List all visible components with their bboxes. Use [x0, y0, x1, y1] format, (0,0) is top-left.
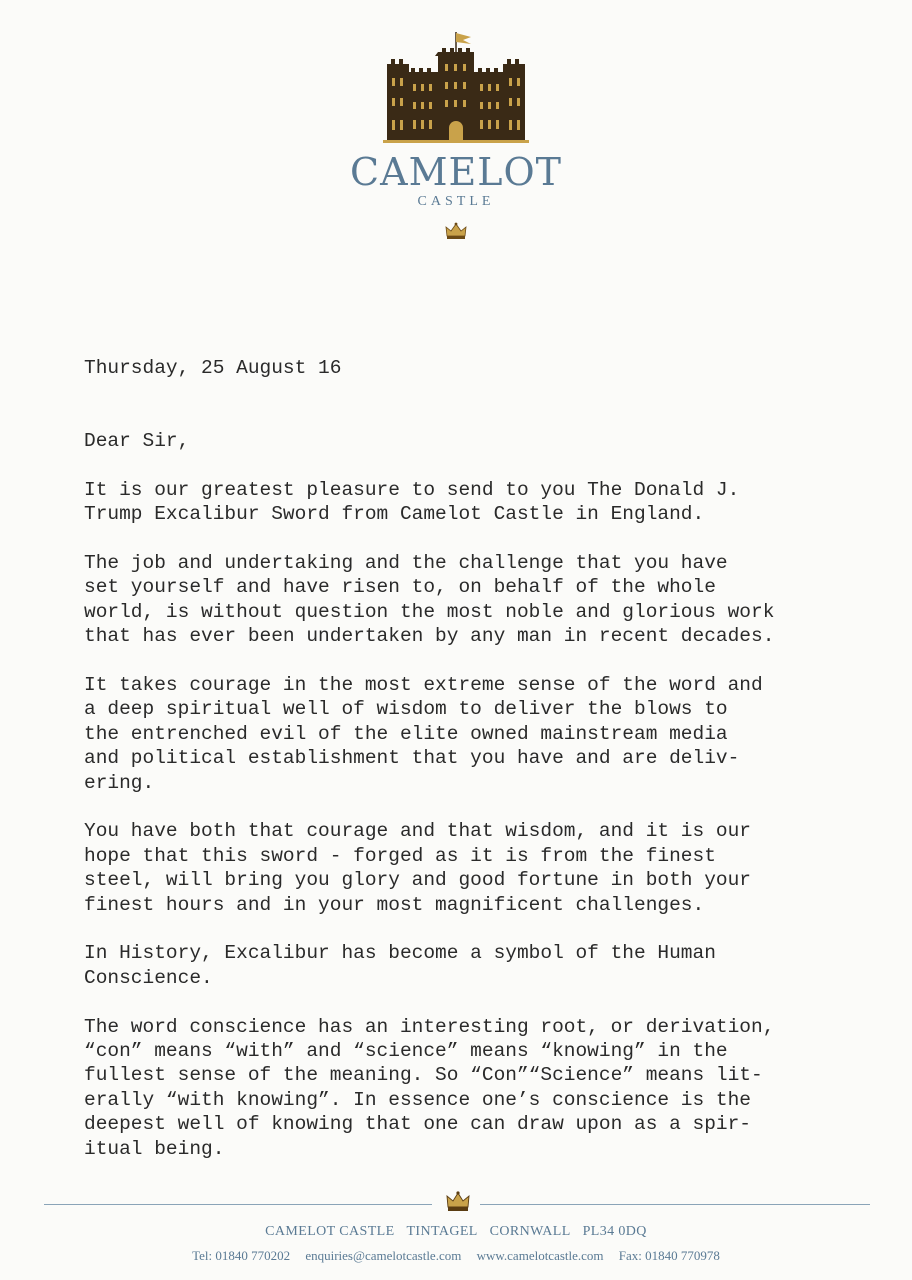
address-part: CAMELOT CASTLE [265, 1224, 395, 1239]
footer-email: enquiries@camelotcastle.com [305, 1248, 462, 1263]
brand-subtitle: CASTLE [417, 194, 495, 209]
letter-date: Thursday, 25 August 16 [84, 357, 342, 379]
letter-body [84, 356, 824, 1186]
paragraph: In History, Excalibur has become a symbol of the Human Conscience. [84, 942, 716, 989]
paragraph: It takes courage in the most extreme sense of the word and a deep spiritual well of wisdom to deliver the blows to the entrenched evil of the elite owned mainstream media and political establishment that you have and are deliv- ering. [84, 674, 763, 794]
address-part: TINTAGEL [406, 1224, 478, 1239]
footer-tel: Tel: 01840 770202 [192, 1248, 291, 1263]
footer-divider [44, 1204, 432, 1205]
crown-icon [445, 1190, 471, 1214]
letterhead [0, 28, 912, 240]
crown-icon [445, 222, 467, 240]
address-part: CORNWALL [489, 1224, 571, 1239]
footer-website: www.camelotcastle.com [476, 1248, 604, 1263]
castle-logo-icon [383, 28, 529, 144]
paragraph: The word conscience has an interesting root, or derivation, “con” means “with” and “science” means “knowing” in the fullest sense of the meaning. So “Con”“Science” means lit- erally “with knowing”. In essence one’s conscience is the deepest well of knowing that one can draw upon as a spir- itual being. [84, 1015, 775, 1160]
footer-fax: Fax: 01840 770978 [618, 1248, 720, 1263]
footer-address [0, 1224, 912, 1240]
salutation: Dear Sir, [84, 430, 190, 453]
footer-contact [0, 1248, 912, 1264]
paragraph: You have both that courage and that wisdom, and it is our hope that this sword - forged as it is from the finest steel, will bring you glory and good fortune in both your finest hours and in your most magnificent challenges. [84, 820, 752, 916]
footer-divider [480, 1204, 870, 1205]
paragraph: It is our greatest pleasure to send to you The Donald J. Trump Excalibur Sword from Camelot Castle in England. [84, 478, 740, 526]
paragraph: The job and undertaking and the challenge that you have set yourself and have risen to, on behalf of the whole world, is without question the most noble and glorious work that has ever been undertaken by any man in recent decades. [84, 552, 775, 648]
brand-name: CAMELOT [350, 150, 562, 194]
address-part: PL34 0DQ [582, 1224, 647, 1239]
